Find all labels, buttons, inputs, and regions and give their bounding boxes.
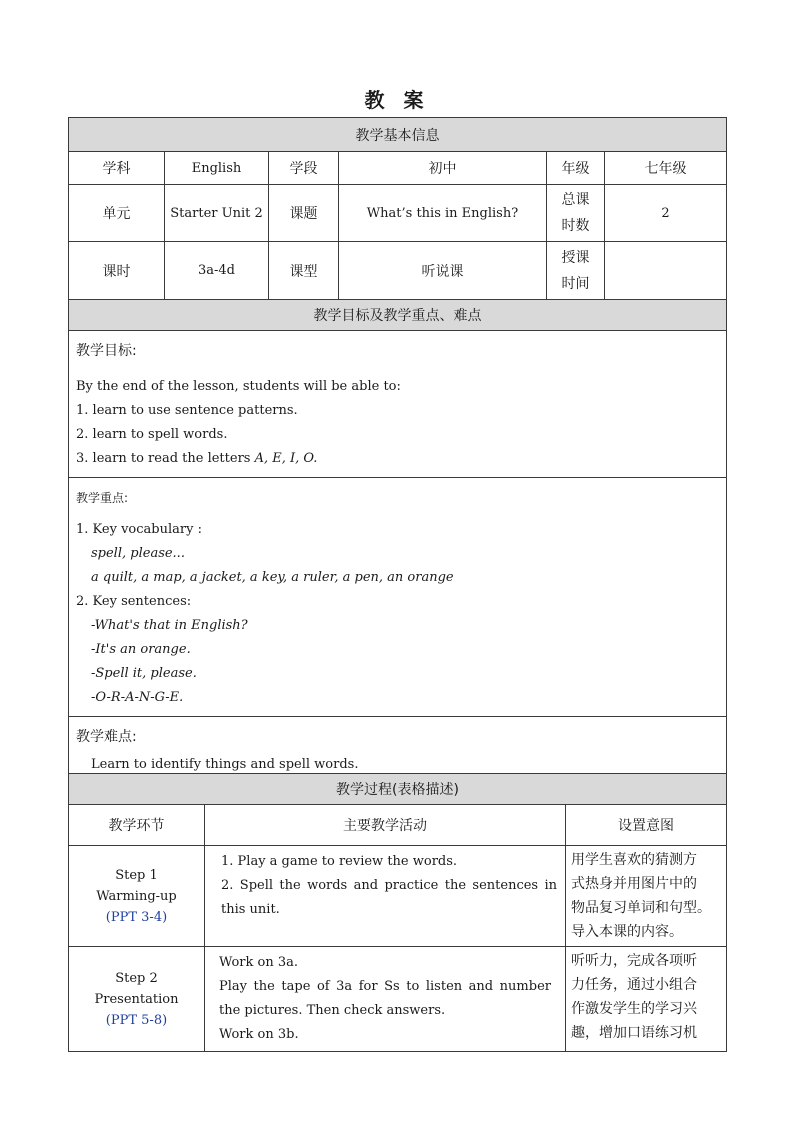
process-table xyxy=(68,773,727,1052)
subject-label: 学科 xyxy=(69,152,165,185)
key-sentence-4: -O-R-A-N-G-E. xyxy=(91,690,184,705)
step-2-cell xyxy=(69,947,205,1052)
goal-1: 1. learn to use sentence patterns. xyxy=(76,403,298,418)
step-1-purpose xyxy=(566,846,727,947)
key-sentence-3: -Spell it, please. xyxy=(91,666,197,681)
teach-time-label-line-2: 时间 xyxy=(561,275,590,292)
step-2-activity-3: Work on 3b. xyxy=(219,1027,299,1042)
step-1-purpose-line-1: 用学生喜欢的猜测方 xyxy=(571,852,697,868)
goals-heading: 教学目标: xyxy=(76,343,137,359)
document-title: 教 案 xyxy=(364,88,430,112)
process-row-step-1 xyxy=(69,846,727,947)
unit-label: 单元 xyxy=(69,185,165,242)
stage-label: 学段 xyxy=(269,152,339,185)
step-2-purpose-line-3: 作激发学生的学习兴 xyxy=(571,1001,697,1017)
goal-2: 2. learn to spell words. xyxy=(76,427,228,442)
stage-value: 初中 xyxy=(339,152,547,185)
goal-3-letters: A, E, I, O. xyxy=(254,451,318,466)
step-1-name: Warming-up xyxy=(96,888,177,904)
step-2-activity-1: Work on 3a. xyxy=(219,955,299,970)
topic-value: What’s this in English? xyxy=(339,185,547,242)
subject-value: English xyxy=(165,152,269,185)
teaching-goals-cell xyxy=(69,331,727,478)
key-vocab-2: a quilt, a map, a jacket, a key, a ruler, a pen, an orange xyxy=(91,570,454,585)
type-value: 听说课 xyxy=(339,242,547,300)
column-header-activity: 主要教学活动 xyxy=(205,805,566,846)
teach-time-value xyxy=(605,242,727,300)
basic-info-section-title: 教学基本信息 xyxy=(69,118,727,152)
step-1-cell xyxy=(69,846,205,947)
step-1-ppt: (PPT 3-4) xyxy=(105,909,168,925)
process-section-title: 教学过程(表格描述) xyxy=(69,774,727,805)
process-row-step-2 xyxy=(69,947,727,1052)
step-1-activity-1: 1. Play a game to review the words. xyxy=(221,854,458,869)
column-header-purpose: 设置意图 xyxy=(566,805,727,846)
step-2-activity-2: Play the tape of 3a for Ss to listen and number the pictures. Then check answers. xyxy=(219,979,551,1018)
step-2-name: Presentation xyxy=(94,991,179,1007)
step-2-purpose-line-2: 力任务，通过小组合 xyxy=(571,977,697,993)
total-hours-label-line-1: 总课 xyxy=(561,192,590,208)
total-hours-label xyxy=(547,185,605,242)
total-hours-value: 2 xyxy=(605,185,727,242)
key-sentence-1: -What's that in English? xyxy=(91,618,248,633)
key-points-heading: 教学重点: xyxy=(76,491,129,505)
step-1-purpose-line-4: 导入本课的内容。 xyxy=(571,924,683,940)
period-label: 课时 xyxy=(69,242,165,300)
objectives-section-title: 教学目标及教学重点、难点 xyxy=(69,300,727,331)
key-vocab-1: spell, please... xyxy=(91,546,185,561)
step-2-purpose xyxy=(566,947,727,1052)
key-points-cell xyxy=(69,478,727,717)
topic-label: 课题 xyxy=(269,185,339,242)
step-1-purpose-line-2: 式热身并用图片中的 xyxy=(571,876,697,892)
step-1-activities xyxy=(205,846,566,947)
objectives-table xyxy=(68,299,727,785)
step-2-activities xyxy=(205,947,566,1052)
step-2-ppt: (PPT 5-8) xyxy=(105,1012,168,1028)
step-1-activity-2: 2. Spell the words and practice the sentences in this unit. xyxy=(221,878,557,917)
unit-value: Starter Unit 2 xyxy=(165,185,269,242)
column-header-step: 教学环节 xyxy=(69,805,205,846)
key-vocab-label: 1. Key vocabulary : xyxy=(76,522,202,537)
key-sentences-label: 2. Key sentences: xyxy=(76,594,192,609)
goal-3 xyxy=(76,447,719,471)
teach-time-label-line-1: 授课 xyxy=(561,249,590,266)
total-hours-label-line-2: 时数 xyxy=(561,218,590,234)
step-1-purpose-line-3: 物品复习单词和句型。 xyxy=(571,900,711,916)
type-label: 课型 xyxy=(269,242,339,300)
goals-intro: By the end of the lesson, students will be able to: xyxy=(76,379,401,394)
key-sentence-2: -It's an orange. xyxy=(91,642,191,657)
step-2-purpose-line-1: 听听力，完成各项听 xyxy=(571,953,697,969)
step-2-purpose-line-4: 趣，增加口语练习机 xyxy=(571,1025,697,1041)
goal-3-prefix: 3. learn to read the letters xyxy=(76,451,255,466)
grade-label: 年级 xyxy=(547,152,605,185)
step-2-number: Step 2 xyxy=(115,970,158,986)
period-value: 3a-4d xyxy=(165,242,269,300)
grade-value: 七年级 xyxy=(605,152,727,185)
step-1-number: Step 1 xyxy=(115,867,158,883)
difficulties-text: Learn to identify things and spell words. xyxy=(91,757,359,772)
difficulties-heading: 教学难点: xyxy=(76,729,137,745)
basic-info-table xyxy=(68,117,727,300)
teach-time-label xyxy=(547,242,605,300)
